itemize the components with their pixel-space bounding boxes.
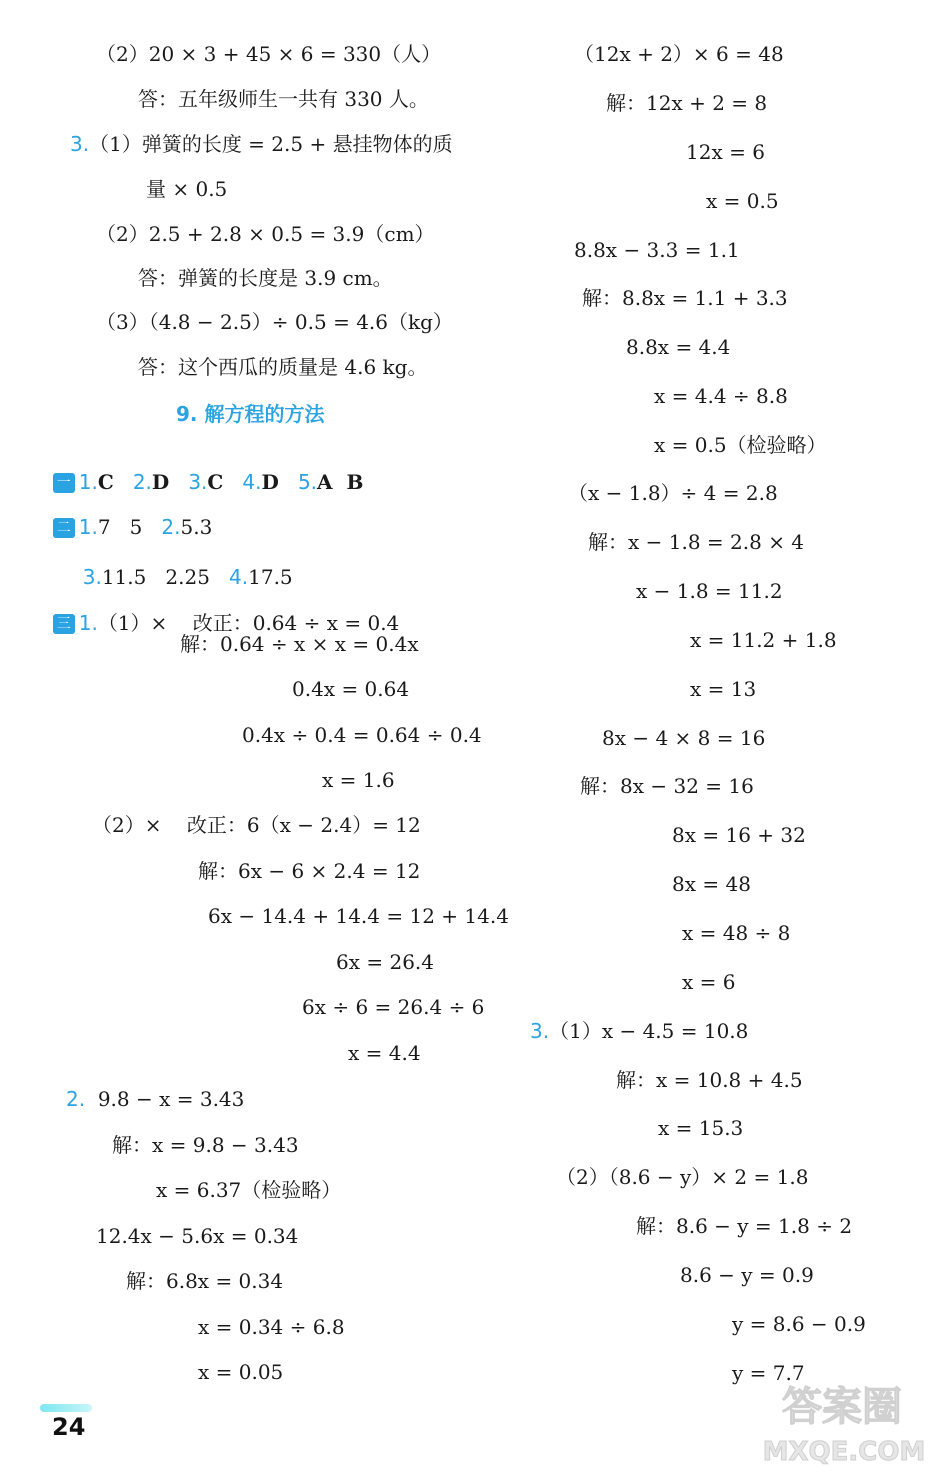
- part-1-badge: 一: [53, 473, 75, 493]
- equation-line: y = 7.7: [732, 1361, 805, 1385]
- part-2-badge: 二: [53, 518, 75, 538]
- equation-line: 8.8x − 3.3 = 1.1: [574, 238, 740, 262]
- equation-line: （2）× 改正：6（x − 2.4）= 12: [92, 813, 421, 837]
- equation-line: x = 48 ÷ 8: [682, 921, 791, 945]
- question-number: 3.: [530, 1019, 550, 1043]
- item-answer: 17.5: [248, 565, 293, 589]
- item-number: 4.: [242, 470, 262, 494]
- item-answer: A B: [317, 470, 364, 494]
- part-3-badge: 三: [53, 614, 75, 634]
- part-1-row: [40, 446, 363, 494]
- item-answer: D: [261, 470, 279, 494]
- equation-line: 6x = 26.4: [336, 950, 435, 974]
- equation-line: 解：6.8x = 0.34: [126, 1269, 284, 1293]
- question-2-line: [66, 1087, 244, 1111]
- equation-line: x − 1.8 = 11.2: [636, 579, 783, 603]
- item-number: 3.: [188, 470, 208, 494]
- watermark-logo: [752, 1372, 932, 1468]
- equation-line: 8x − 4 × 8 = 16: [602, 726, 766, 750]
- equation-line: 6x ÷ 6 = 26.4 ÷ 6: [302, 995, 485, 1019]
- watermark-url: MXQE.COM: [762, 1437, 926, 1467]
- question-number: 3.: [70, 132, 90, 156]
- equation-text: 9.8 − x = 3.43: [97, 1087, 245, 1111]
- page-number: 24: [52, 1413, 86, 1441]
- item-number: 4.: [229, 565, 249, 589]
- equation-line: 解：12x + 2 = 8: [606, 91, 768, 115]
- equation-line: 0.4x = 0.64: [292, 677, 410, 701]
- equation-line: 0.4x ÷ 0.4 = 0.64 ÷ 0.4: [242, 723, 482, 747]
- equation-line: x = 6: [682, 970, 736, 994]
- equation-line: 解：6x − 6 × 2.4 = 12: [198, 859, 421, 883]
- part-2-row: [40, 491, 212, 539]
- equation-line: x = 4.4: [348, 1041, 421, 1065]
- part-3-row: [40, 587, 399, 635]
- equation-line: x = 0.05: [198, 1360, 284, 1384]
- item-number: 2.: [132, 470, 152, 494]
- answer-line: （2）20 × 3 + 45 × 6 = 330（人）: [96, 42, 442, 66]
- item-answer: C: [97, 470, 114, 494]
- equation-line: x = 1.6: [322, 768, 395, 792]
- equation-line: 解：x − 1.8 = 2.8 × 4: [588, 530, 805, 554]
- equation-line: x = 0.5: [706, 189, 779, 213]
- equation-line: 8x = 16 + 32: [672, 823, 806, 847]
- equation-line: （x − 1.8）÷ 4 = 2.8: [568, 481, 778, 505]
- equation-line: 12.4x − 5.6x = 0.34: [96, 1224, 299, 1248]
- equation-line: 6x − 14.4 + 14.4 = 12 + 14.4: [208, 904, 509, 928]
- equation-line: x = 11.2 + 1.8: [690, 628, 837, 652]
- item-number: 5.: [297, 470, 318, 494]
- page-number-decoration: [40, 1404, 92, 1412]
- equation-line: x = 13: [690, 677, 757, 701]
- answer-line: 答：五年级师生一共有 330 人。: [138, 87, 429, 111]
- equation-line: 12x = 6: [686, 140, 765, 164]
- equation-line: 8.6 − y = 0.9: [680, 1263, 814, 1287]
- equation-line: 8.8x = 4.4: [626, 335, 731, 359]
- equation-line: 解：0.64 ÷ x × x = 0.4x: [180, 632, 419, 656]
- equation-line: 解：x = 9.8 − 3.43: [112, 1133, 299, 1157]
- equation-line: 解：8x − 32 = 16: [580, 774, 754, 798]
- item-answer: 5.3: [180, 515, 213, 539]
- equation-line: 解：8.6 − y = 1.8 ÷ 2: [636, 1214, 853, 1238]
- answer-line: （3）（4.8 − 2.5）÷ 0.5 = 4.6（kg）: [96, 310, 453, 334]
- equation-line: x = 6.37（检验略）: [156, 1178, 342, 1202]
- answer-text: （1）× 改正：0.64 ÷ x = 0.4: [97, 611, 400, 635]
- item-number: 1.: [78, 515, 98, 539]
- equation-line: x = 15.3: [658, 1116, 744, 1140]
- item-answer: 11.5 2.25: [101, 565, 210, 589]
- equation-line: x = 0.5（检验略）: [654, 433, 827, 457]
- question-3-line: [70, 132, 453, 156]
- equation-line: （12x + 2）× 6 = 48: [574, 42, 784, 66]
- watermark-text: 答案圈: [782, 1384, 902, 1430]
- answer-line: 答：这个西瓜的质量是 4.6 kg。: [138, 355, 428, 379]
- equation-line: 解：x = 10.8 + 4.5: [616, 1068, 803, 1092]
- section-title: 9. 解方程的方法: [176, 402, 325, 426]
- answer-line: 答：弹簧的长度是 3.9 cm。: [138, 266, 393, 290]
- part-2-row: [70, 541, 293, 589]
- equation-line: 8x = 48: [672, 872, 751, 896]
- item-answer: D: [151, 470, 170, 494]
- answer-text: （1）弹簧的长度 = 2.5 + 悬挂物体的质: [89, 132, 453, 156]
- equation-line: 解：8.8x = 1.1 + 3.3: [582, 286, 788, 310]
- answer-line: 量 × 0.5: [146, 177, 228, 201]
- question-number: 2.: [66, 1087, 86, 1111]
- equation-line: （2）（8.6 − y）× 2 = 1.8: [556, 1165, 809, 1189]
- answer-line: （2）2.5 + 2.8 × 0.5 = 3.9（cm）: [96, 222, 435, 246]
- equation-line: x = 0.34 ÷ 6.8: [198, 1315, 345, 1339]
- item-number: 1.: [78, 611, 98, 635]
- equation-line: x = 4.4 ÷ 8.8: [654, 384, 788, 408]
- item-number: 1.: [78, 470, 98, 494]
- item-number: 2.: [161, 515, 181, 539]
- item-answer: 7 5: [97, 515, 143, 539]
- item-number: 3.: [82, 565, 102, 589]
- item-answer: C: [207, 470, 224, 494]
- equation-line: y = 8.6 − 0.9: [732, 1312, 866, 1336]
- equation-text: （1）x − 4.5 = 10.8: [549, 1019, 749, 1043]
- question-3-line: [530, 1019, 748, 1043]
